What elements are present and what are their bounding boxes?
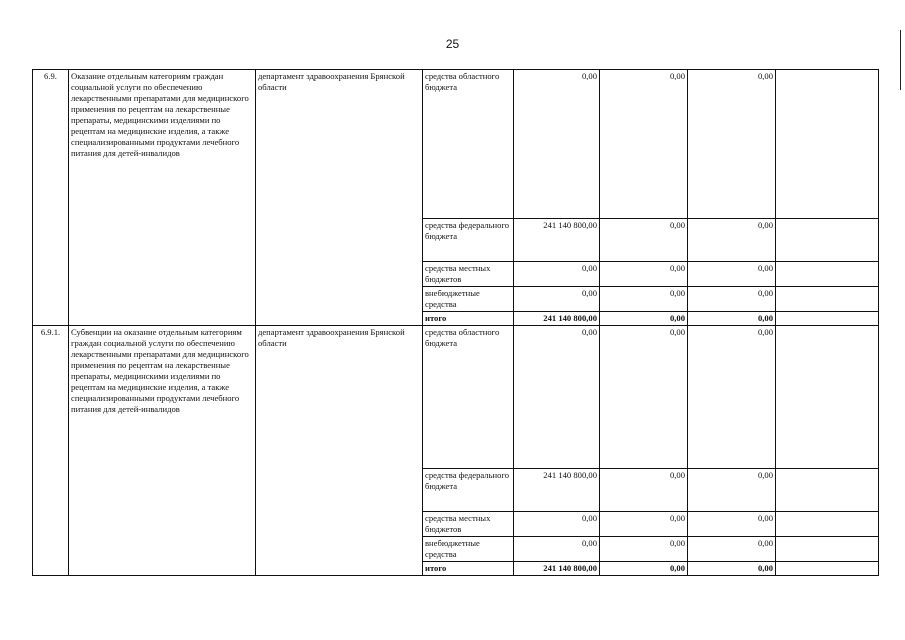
empty-cell — [776, 287, 879, 312]
total-col-2: 0,00 — [600, 562, 688, 576]
total-col-2: 0,00 — [600, 312, 688, 326]
empty-cell — [776, 312, 879, 326]
amount-col-1: 241 140 800,00 — [514, 469, 600, 512]
amount-col-2: 0,00 — [600, 70, 688, 219]
amount-col-3: 0,00 — [688, 469, 776, 512]
total-col-1: 241 140 800,00 — [514, 562, 600, 576]
amount-col-3: 0,00 — [688, 512, 776, 537]
amount-col-1: 0,00 — [514, 262, 600, 287]
amount-col-3: 0,00 — [688, 326, 776, 469]
funding-source: средства федерального бюджета — [423, 219, 514, 262]
amount-col-3: 0,00 — [688, 287, 776, 312]
amount-col-2: 0,00 — [600, 219, 688, 262]
empty-cell — [776, 326, 879, 469]
amount-col-1: 0,00 — [514, 537, 600, 562]
empty-cell — [776, 70, 879, 219]
empty-cell — [776, 537, 879, 562]
funding-source: внебюджетные средства — [423, 537, 514, 562]
amount-col-2: 0,00 — [600, 469, 688, 512]
budget-table — [32, 69, 879, 576]
page-number: 25 — [445, 37, 460, 51]
amount-col-3: 0,00 — [688, 537, 776, 562]
amount-col-1: 0,00 — [514, 512, 600, 537]
amount-col-2: 0,00 — [600, 326, 688, 469]
funding-source: средства федерального бюджета — [423, 469, 514, 512]
section-executor: департамент здравоохранения Брянской области — [256, 70, 423, 326]
total-col-3: 0,00 — [688, 562, 776, 576]
amount-col-1: 0,00 — [514, 70, 600, 219]
margin-line — [900, 30, 901, 90]
amount-col-2: 0,00 — [600, 262, 688, 287]
section-code: 6.9.1. — [33, 326, 69, 576]
section-description: Субвенции на оказание отдельным категориям граждан социальной услуги по обеспечению лекарственными препаратами для медицинского применения по рецептам на лекарственные препараты, медицинскими изделиями по рецептам на медицинские изделия, а также специализированными продуктами лечебного питания для детей-инвалидов — [69, 326, 256, 576]
amount-col-2: 0,00 — [600, 287, 688, 312]
table-row — [33, 326, 879, 469]
amount-col-1: 241 140 800,00 — [514, 219, 600, 262]
amount-col-1: 0,00 — [514, 326, 600, 469]
total-col-3: 0,00 — [688, 312, 776, 326]
amount-col-1: 0,00 — [514, 287, 600, 312]
amount-col-3: 0,00 — [688, 70, 776, 219]
section-code: 6.9. — [33, 70, 69, 326]
funding-source: средства местных бюджетов — [423, 512, 514, 537]
funding-source: средства областного бюджета — [423, 326, 514, 469]
empty-cell — [776, 512, 879, 537]
total-label: итого — [423, 312, 514, 326]
funding-source: средства областного бюджета — [423, 70, 514, 219]
amount-col-3: 0,00 — [688, 219, 776, 262]
section-executor: департамент здравоохранения Брянской области — [256, 326, 423, 576]
table-row — [33, 70, 879, 219]
funding-source: средства местных бюджетов — [423, 262, 514, 287]
amount-col-2: 0,00 — [600, 512, 688, 537]
section-description: Оказание отдельным категориям граждан социальной услуги по обеспечению лекарственными препаратами для медицинского применения по рецептам на лекарственные препараты, медицинскими изделиями по рецептам на медицинские изделия, а также специализированными продуктами лечебного питания для детей-инвалидов — [69, 70, 256, 326]
funding-source: внебюджетные средства — [423, 287, 514, 312]
empty-cell — [776, 219, 879, 262]
empty-cell — [776, 562, 879, 576]
empty-cell — [776, 469, 879, 512]
empty-cell — [776, 262, 879, 287]
total-label: итого — [423, 562, 514, 576]
amount-col-2: 0,00 — [600, 537, 688, 562]
total-col-1: 241 140 800,00 — [514, 312, 600, 326]
amount-col-3: 0,00 — [688, 262, 776, 287]
